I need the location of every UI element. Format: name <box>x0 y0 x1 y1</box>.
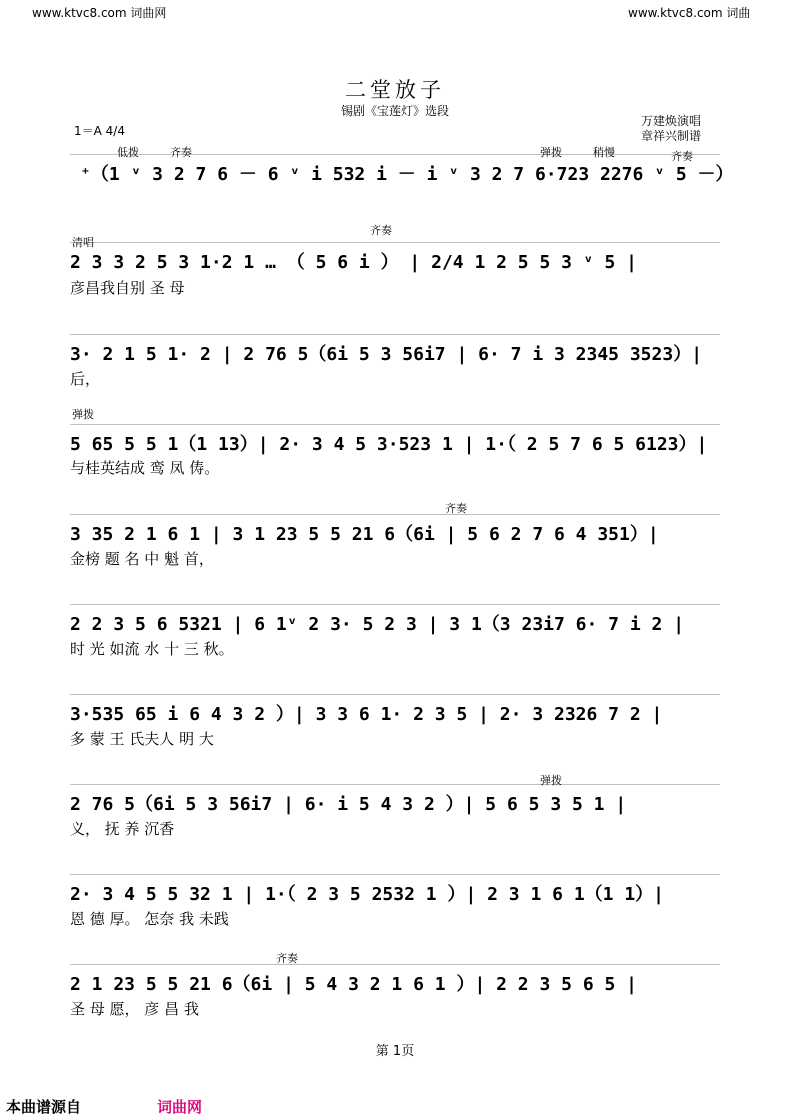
notation-line: 3 35 2 1 6 1 | 3 1 23 5 5 21 6（6i | 5 6 2 7 6 4 351）| <box>70 524 659 545</box>
slur-line <box>70 334 720 335</box>
notation-line: 2 3 3 2 5 3 1·2 1 … （ 5 6 i ） | 2/4 1 2 5 5 3 ᵛ 5 | <box>70 252 638 273</box>
slur-line <box>70 784 720 785</box>
site-watermark-left: www.ktvc8.com 词曲网 <box>32 6 167 20</box>
lyrics-line: 金榜 题 名 中 魁 首， <box>70 550 214 568</box>
performance-mark: 齐奏 <box>370 224 392 237</box>
slur-line <box>70 604 720 605</box>
notation-line: 3·535 65 i 6 4 3 2 ）| 3 3 6 1· 2 3 5 | 2· 3 2326 7 2 | <box>70 704 663 725</box>
lyrics-line: 后， <box>70 370 101 388</box>
notation-line: 2 1 23 5 5 21 6（6i | 5 4 3 2 1 6 1 ）| 2 2 3 5 6 5 | <box>70 974 638 995</box>
performance-mark: 弹拨 <box>540 774 562 787</box>
notation-line: 2 2 3 5 6 5321 | 6 1ᵛ 2 3· 5 2 3 | 3 1（3 23i7 6· 7 i 2 | <box>70 614 685 635</box>
performance-mark: 齐奏 <box>170 146 192 159</box>
page-subtitle: 锡剧《宝莲灯》选段 <box>340 104 449 118</box>
performance-mark: 弹拨 <box>540 146 562 159</box>
site-watermark-right: www.ktvc8.com 词曲 <box>628 6 751 20</box>
slur-line <box>70 242 720 243</box>
lyrics-line: 圣 母 愿， 彦 昌 我 <box>70 1000 199 1018</box>
notation-line: 5 65 5 5 1（1 13）| 2· 3 4 5 3·523 1 | 1·（ 2 5 7 6 5 6123）| <box>70 434 708 455</box>
slur-line <box>70 874 720 875</box>
notation-line: 2 76 5（6i 5 3 56i7 | 6· i 5 4 3 2 ）| 5 6 5 3 5 1 | <box>70 794 627 815</box>
footer-source-site: 词曲网 <box>157 1098 203 1116</box>
performance-mark: 低拨 <box>117 146 139 159</box>
arranger-credit: 章祥兴制谱 <box>641 129 702 143</box>
lyrics-line: 时 光 如流 水 十 三 秋。 <box>70 640 234 658</box>
notation-line: ⁺（1 ᵛ 3 2 7 6 － 6 ᵛ i 532 i － i ᵛ 3 2 7 6·723 2276 ᵛ 5 －） <box>80 164 734 185</box>
lyrics-line: 彦昌我自别 圣 母 <box>70 279 185 297</box>
performance-mark: 齐奏 <box>276 952 298 965</box>
lyrics-line: 与桂英结成 鸾 凤 俦。 <box>70 459 220 477</box>
slur-line <box>70 154 720 155</box>
page-title: 二堂放子 <box>345 78 445 102</box>
performance-mark: 齐奏 <box>671 150 693 163</box>
lyrics-line: 义， 抚 养 沉香 <box>70 820 175 838</box>
page-number: 第 1页 <box>375 1044 415 1059</box>
slur-line <box>70 964 720 965</box>
performance-mark: 齐奏 <box>445 502 467 515</box>
footer-source-label: 本曲谱源自 <box>6 1098 82 1116</box>
key-signature: 1＝A 4/4 <box>74 124 125 138</box>
slur-line <box>70 694 720 695</box>
slur-line <box>70 424 720 425</box>
slur-line <box>70 514 720 515</box>
performance-mark: 稍慢 <box>593 146 615 159</box>
performance-mark: 清唱 <box>72 236 94 249</box>
singer-credit: 万建焕演唱 <box>641 114 702 128</box>
lyrics-line: 多 蒙 王 氏夫人 明 大 <box>70 730 214 748</box>
notation-line: 3· 2 1 5 1· 2 | 2 76 5（6i 5 3 56i7 | 6· 7 i 3 2345 3523）| <box>70 344 703 365</box>
notation-line: 2· 3 4 5 5 32 1 | 1·（ 2 3 5 2532 1 ）| 2 3 1 6 1（1 1）| <box>70 884 665 905</box>
performance-mark: 弹拨 <box>72 408 94 421</box>
lyrics-line: 恩 德 厚。 怎奈 我 未践 <box>70 910 229 928</box>
